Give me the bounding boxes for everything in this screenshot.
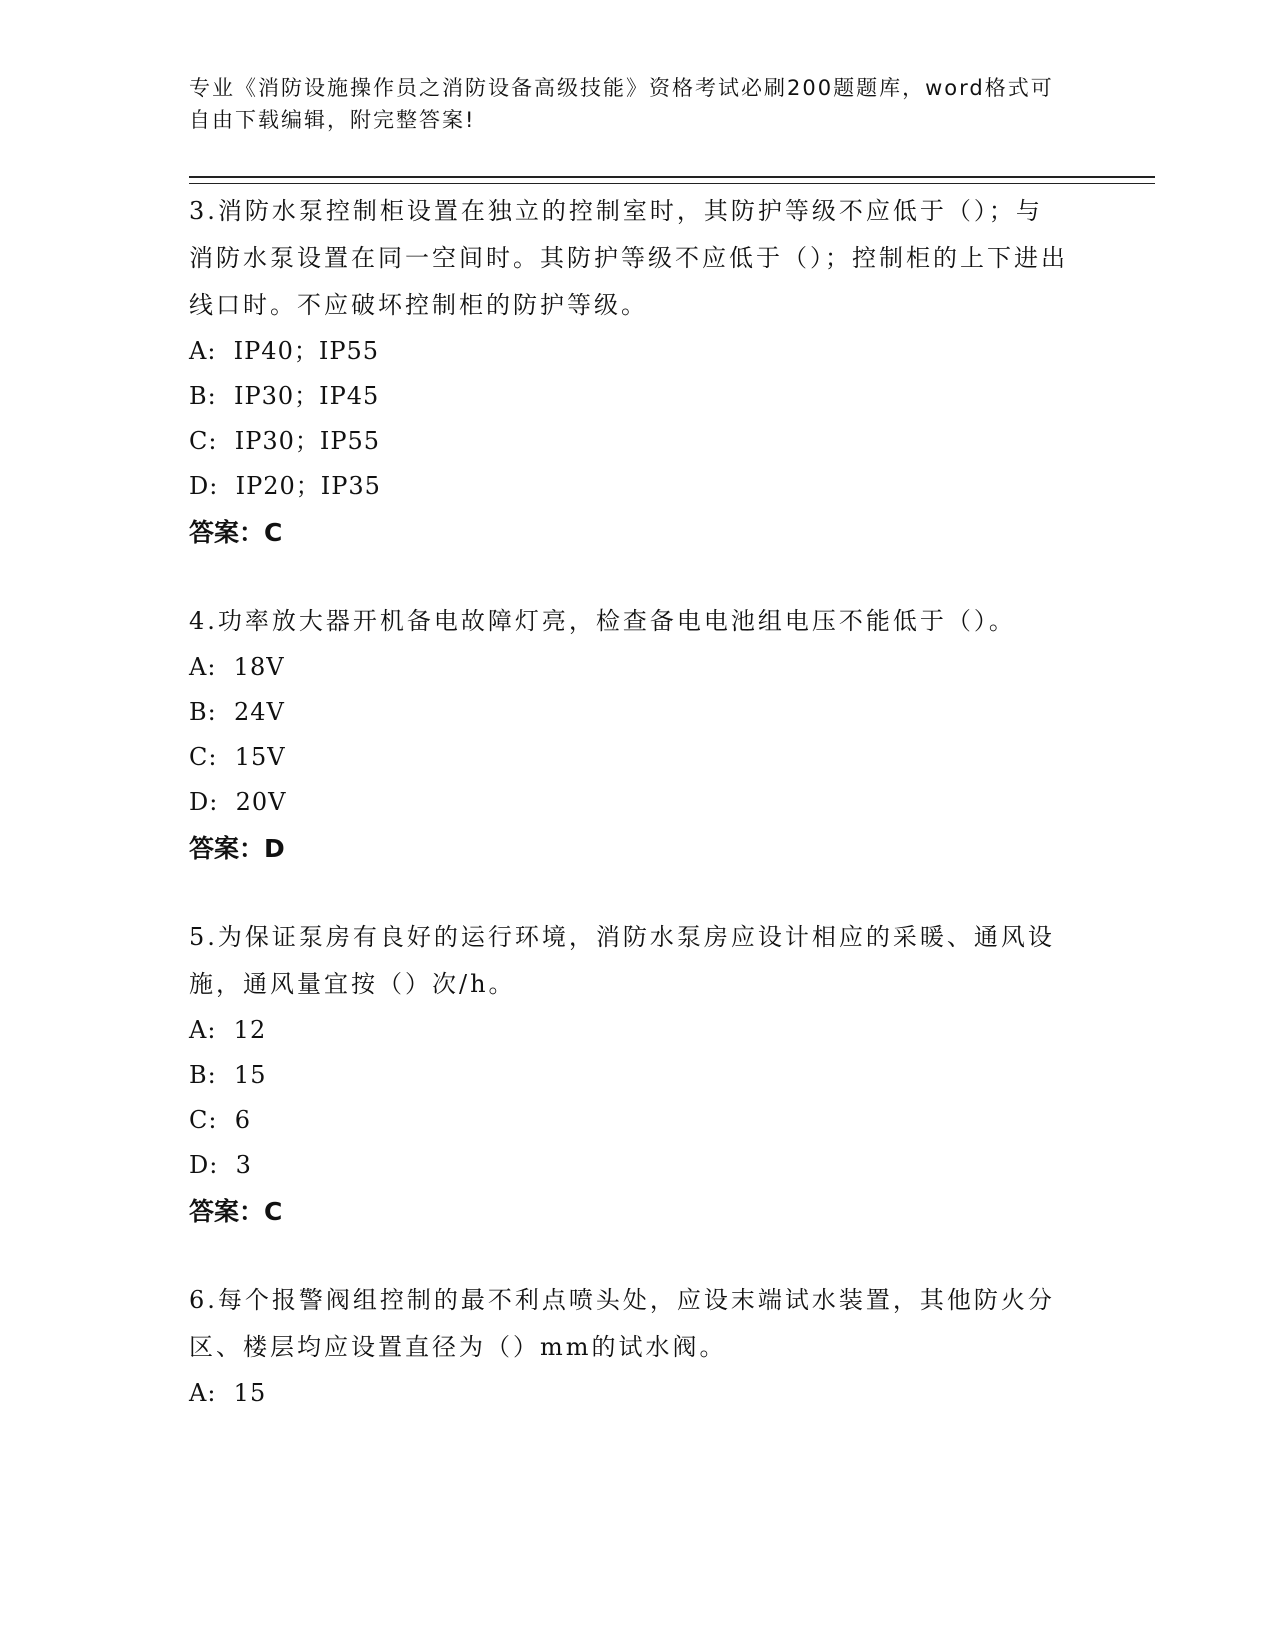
- question-6: [189, 1277, 1069, 1416]
- question-4: [189, 598, 1069, 872]
- option-c: C: IP30；IP55: [189, 427, 381, 455]
- answer-label: 答案：: [189, 834, 265, 863]
- question-5: [189, 914, 1069, 1235]
- answer-line: [189, 509, 1069, 556]
- answer-label: 答案：: [189, 518, 265, 547]
- header-divider-thick: [189, 176, 1155, 178]
- option-a: A: 15: [189, 1379, 267, 1407]
- answer-line: [189, 825, 1069, 872]
- question-list: [189, 188, 1069, 1458]
- answer-label: 答案：: [189, 1197, 265, 1226]
- question-stem: 4.功率放大器开机备电故障灯亮，检查备电电池组电压不能低于（）。: [189, 607, 1016, 635]
- question-3: [189, 188, 1069, 556]
- answer-value: C: [264, 518, 283, 547]
- option-b: B: 24V: [189, 698, 285, 726]
- option-d: D: 20V: [189, 788, 287, 816]
- option-b: B: 15: [189, 1061, 267, 1089]
- option-c: C: 6: [189, 1106, 251, 1134]
- option-b: B: IP30；IP45: [189, 382, 380, 410]
- question-stem: 5.为保证泵房有良好的运行环境，消防水泵房应设计相应的采暖、通风设施，通风量宜按（）次/h。: [189, 923, 1055, 998]
- option-a: A: IP40；IP55: [189, 337, 380, 365]
- answer-value: D: [264, 834, 285, 863]
- option-a: A: 18V: [189, 653, 285, 681]
- option-c: C: 15V: [189, 743, 286, 771]
- answer-value: C: [264, 1197, 283, 1226]
- option-a: A: 12: [189, 1016, 267, 1044]
- answer-line: [189, 1188, 1069, 1235]
- question-stem: 3.消防水泵控制柜设置在独立的控制室时，其防护等级不应低于（）；与消防水泵设置在同一空间时。其防护等级不应低于（）；控制柜的上下进出线口时。不应破坏控制柜的防护等级。: [189, 197, 1068, 319]
- header-divider-thin: [189, 183, 1155, 184]
- option-d: D: IP20；IP35: [189, 472, 381, 500]
- option-d: D: 3: [189, 1151, 252, 1179]
- document-header: 专业《消防设施操作员之消防设备高级技能》资格考试必刷200题题库，word格式可自由下载编辑，附完整答案!: [189, 76, 1054, 132]
- question-stem: 6.每个报警阀组控制的最不利点喷头处，应设末端试水装置，其他防火分区、楼层均应设置直径为（）mm的试水阀。: [189, 1286, 1055, 1361]
